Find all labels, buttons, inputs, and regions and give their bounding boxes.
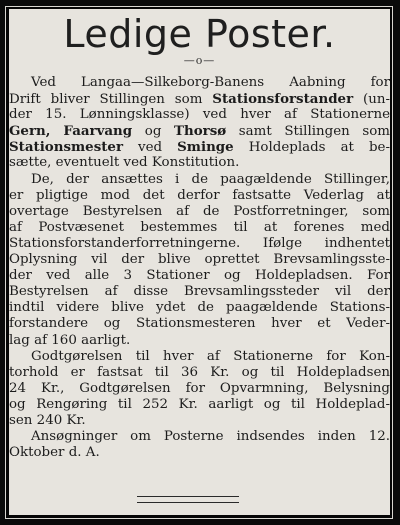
text-run: der ved alle 3 Stationer og Holdepladsen. For (9, 268, 390, 284)
text-run: indtil videre blive ydet de paagældende Stations- (9, 300, 390, 316)
text-run: forstandere og Stationsmesteren hver et Veder- (9, 316, 390, 332)
text-line (9, 220, 390, 236)
emphasized-term: Gern, Faarvang (9, 123, 133, 140)
text-run: og (132, 124, 175, 140)
text-run: lag af 160 aarligt. (9, 332, 131, 348)
text-line (9, 381, 390, 397)
emphasized-term: Thorsø (174, 123, 227, 140)
text-run: der 15. Lønningsklasse) ved hver af Stationerne (9, 107, 390, 123)
text-line (9, 107, 390, 123)
text-line (9, 252, 390, 268)
text-line (9, 188, 390, 204)
text-run: Oplysning vil der blive oprettet Brevsamlingsste- (9, 252, 390, 268)
text-run: (un- (353, 92, 390, 108)
text-run: Godtgørelsen til hver af Stationerne for Kon- (31, 348, 390, 364)
text-line (9, 172, 390, 188)
text-run: af Postvæsenet bestemmes til at forenes med (9, 219, 390, 235)
text-line (9, 413, 390, 429)
closing-rule-bottom (137, 502, 239, 503)
text-run: Drift bliver Stillingen som (9, 92, 213, 108)
text-run: Stationsforstanderforretningerne. Ifølge indhentet (9, 235, 390, 251)
text-run: torhold er fastsat til 36 Kr. og til Holdepladsen (9, 364, 390, 380)
text-line (9, 236, 390, 252)
text-line (9, 139, 390, 155)
text-line (9, 123, 390, 139)
text-line (9, 155, 390, 171)
text-line (9, 445, 390, 461)
text-line (9, 349, 390, 365)
closing-rule-top (137, 496, 239, 497)
text-line (9, 365, 390, 381)
text-run: Bestyrelsen af disse Brevsamlingssteder vil der (9, 284, 390, 300)
text-line (9, 429, 390, 445)
text-run: Ansøgninger om Posterne indsendes inden 12. (31, 429, 390, 445)
text-run: og Rengøring til 252 Kr. aarligt og til Holdeplad- (9, 396, 390, 412)
text-line (9, 333, 390, 349)
text-run: sen 240 Kr. (9, 412, 86, 428)
newspaper-clipping (9, 9, 390, 515)
emphasized-term: Stationsmester (9, 139, 123, 156)
text-run: ved (123, 140, 178, 156)
paragraph (9, 429, 390, 461)
text-run: De, der ansættes i de paagældende Stillinger, (31, 171, 390, 187)
emphasized-term: Sminge (177, 139, 234, 156)
text-line (9, 284, 390, 300)
notice-title: Ledige Poster. (63, 12, 336, 56)
text-line (9, 397, 390, 413)
notice-body (9, 75, 390, 461)
text-line (9, 91, 390, 107)
text-line (9, 204, 390, 220)
text-run: overtage Bestyrelsen af de Postforretninger, som (9, 203, 390, 219)
text-run: Ved Langaa—Silkeborg-Banens Aabning for (31, 75, 390, 90)
text-run: Oktober d. A. (9, 445, 100, 461)
text-run: er pligtige mod det derfor fastsatte Vederlag at (9, 187, 390, 203)
paragraph (9, 75, 390, 172)
text-line (9, 316, 390, 332)
emphasized-term: Stationsforstander (212, 91, 354, 108)
paragraph (9, 172, 390, 349)
text-run: Holdeplads at be- (233, 140, 390, 156)
text-line (9, 75, 390, 91)
ornament-divider: —o— (183, 54, 216, 67)
text-line (9, 300, 390, 316)
text-run: 24 Kr., Godtgørelsen for Opvarmning, Belysning (9, 380, 390, 396)
paragraph (9, 349, 390, 429)
text-line (9, 268, 390, 284)
text-run: sætte, eventuelt ved Konstitution. (9, 155, 240, 171)
text-run: samt Stillingen som (226, 124, 390, 140)
